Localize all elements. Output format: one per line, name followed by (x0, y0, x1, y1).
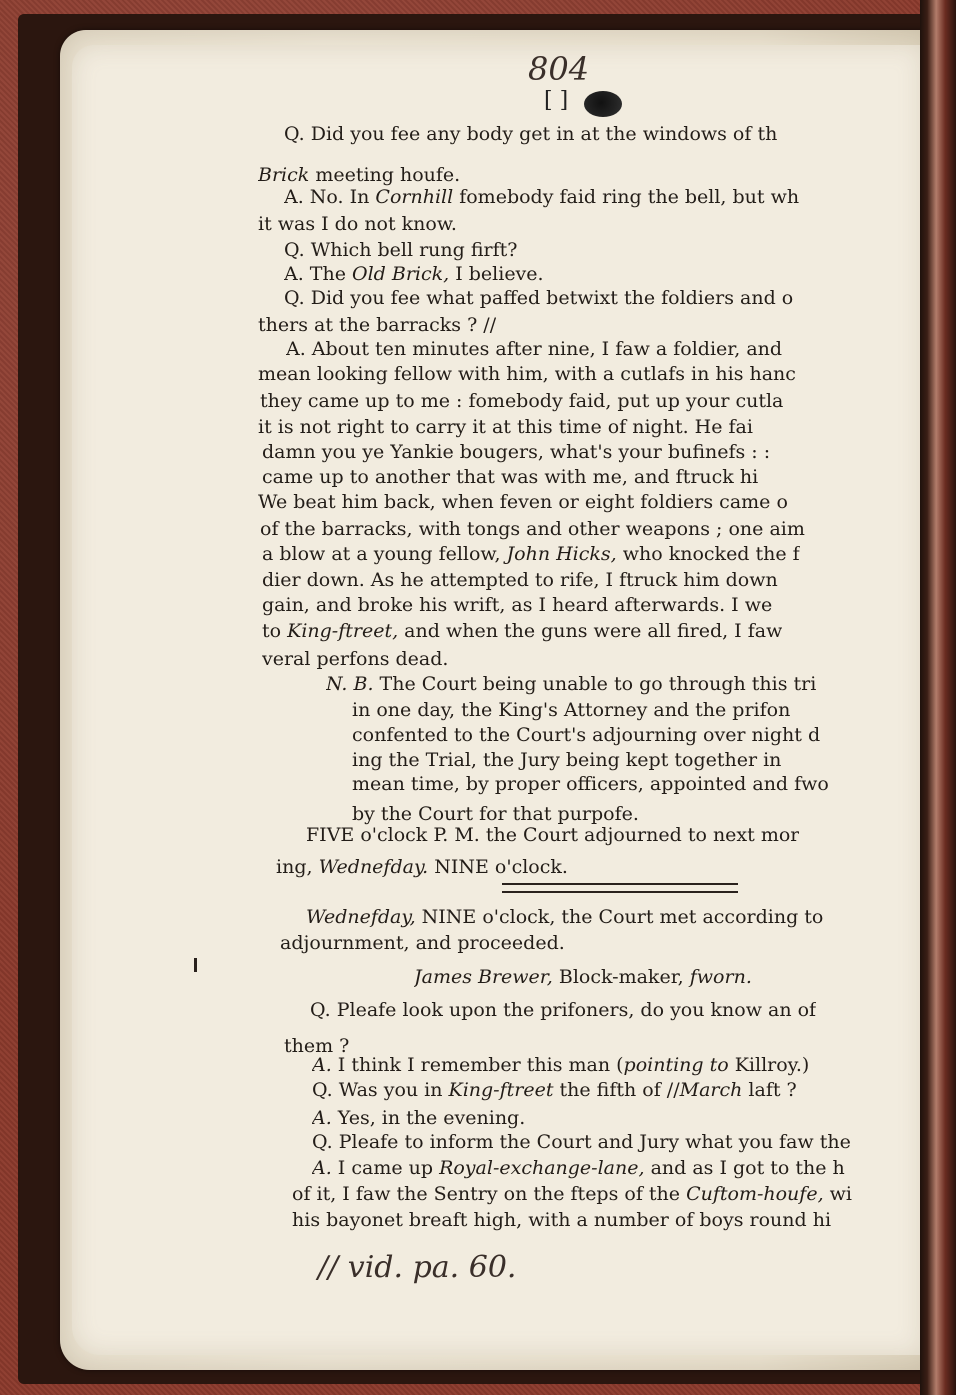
italic-text: King-ftreet, (287, 620, 399, 642)
roman-text: them ? (284, 1035, 350, 1057)
text-line (312, 1156, 845, 1181)
roman-text: by the Court for that purpofe. (352, 803, 639, 825)
italic-text: King-ftreet (448, 1079, 554, 1101)
text-line (292, 1182, 852, 1207)
roman-text: NINE o'clock. (428, 856, 568, 878)
roman-text: a blow at a young fellow, (262, 543, 507, 565)
roman-text: confented to the Court's adjourning over night d (352, 724, 821, 746)
text-line (312, 1078, 797, 1103)
roman-text: they came up to me : fomebody faid, put up your cutla (260, 390, 784, 412)
roman-text: FIVE o'clock P. M. the Court adjourned to next mor (306, 824, 800, 846)
text-line (262, 568, 778, 593)
roman-text: of it, I faw the Sentry on the fteps of the (292, 1183, 687, 1205)
roman-text: gain, and broke his wrift, as I heard afterwards. I we (262, 594, 773, 616)
text-line (414, 965, 752, 990)
handwritten-annotation: // vid. pa. 60. (318, 1250, 517, 1285)
text-line (284, 185, 799, 210)
italic-text: N. B. (326, 673, 374, 695)
text-line (310, 998, 816, 1023)
roman-text: Q. Did you fee any body get in at the windows of th (284, 123, 778, 145)
roman-text: I came up (331, 1157, 440, 1179)
roman-text: dier down. As he attempted to rife, I ftruck him down (262, 569, 778, 591)
roman-text: ing the Trial, the Jury being kept together in (352, 749, 782, 771)
roman-text: who knocked the f (616, 543, 800, 565)
italic-text: Old Brick, (352, 263, 450, 285)
roman-text: adjournment, and proceeded. (280, 932, 565, 954)
italic-text: Wednefday. (318, 856, 429, 878)
roman-text: wi (823, 1183, 852, 1205)
text-line (260, 389, 783, 414)
roman-text: NINE o'clock, the Court met according to (415, 906, 824, 928)
roman-text: Q. Pleafe to inform the Court and Jury what you faw the (312, 1131, 851, 1153)
roman-text: mean time, by proper officers, appointed and fwo (352, 773, 829, 795)
italic-text: Cornhill (375, 186, 454, 208)
text-line (312, 1106, 525, 1131)
roman-text: it was I do not know. (258, 213, 457, 235)
roman-text: damn you ye Yankie bougers, what's your bufinefs : : (262, 441, 771, 463)
text-line (352, 723, 820, 748)
italic-text: Brick (258, 164, 310, 186)
text-line (262, 542, 800, 567)
roman-text: Killroy.) (728, 1054, 810, 1076)
roman-text: Yes, in the evening. (331, 1107, 526, 1129)
text-line (292, 1208, 831, 1233)
roman-text: mean looking fellow with him, with a cutlafs in his hanc (258, 363, 796, 385)
roman-text: it is not right to carry it at this time of night. He fai (258, 416, 753, 438)
roman-text: We beat him back, when feven or eight foldiers came o (258, 491, 788, 513)
roman-text: came up to another that was with me, and ftruck hi (262, 466, 759, 488)
page-number-brackets: [ ] (544, 88, 569, 113)
italic-text: pointing to (623, 1054, 729, 1076)
roman-text: his bayonet breaft high, with a number of boys round hi (292, 1209, 832, 1231)
text-line (284, 286, 793, 311)
text-line (284, 122, 777, 147)
roman-text: I think I remember this man ( (331, 1054, 624, 1076)
roman-text: fomebody faid ring the bell, but wh (453, 186, 800, 208)
text-line (262, 619, 782, 644)
folio-number: 804 (528, 50, 590, 88)
text-line (258, 490, 788, 515)
ink-blot (584, 91, 622, 117)
margin-mark (194, 958, 197, 972)
roman-text: A. The (284, 263, 352, 285)
roman-text: A. About ten minutes after nine, I faw a foldier, and (286, 338, 783, 360)
roman-text: Q. Did you fee what paffed betwixt the foldiers and o (284, 287, 794, 309)
text-line (258, 313, 496, 338)
roman-text: laft ? (742, 1079, 797, 1101)
roman-text: the fifth of // (553, 1079, 680, 1101)
text-line (286, 337, 782, 362)
text-line (276, 855, 568, 880)
roman-text: thers at the barracks ? // (258, 314, 497, 336)
italic-text: A. (312, 1107, 332, 1129)
text-line (260, 517, 805, 542)
italic-text: fworn. (689, 966, 752, 988)
roman-text: ing, (276, 856, 319, 878)
roman-text: Block-maker, (552, 966, 690, 988)
roman-text: veral perfons dead. (262, 648, 449, 670)
italic-text: Royal-exchange-lane, (439, 1157, 645, 1179)
text-line (262, 465, 758, 490)
text-line (280, 931, 565, 956)
italic-text: John Hicks, (506, 543, 617, 565)
text-line (306, 823, 799, 848)
italic-text: A. (312, 1157, 332, 1179)
text-line (306, 905, 823, 930)
text-line (284, 262, 544, 287)
text-line (284, 238, 517, 263)
roman-text: to (262, 620, 288, 642)
text-line (262, 593, 772, 618)
section-divider-rule (502, 883, 738, 893)
text-line (352, 748, 781, 773)
book-gutter (920, 0, 956, 1395)
text-line (262, 647, 448, 672)
text-line (312, 1130, 851, 1155)
roman-text: Q. Pleafe look upon the prifoners, do you know an of (310, 999, 817, 1021)
roman-text: Q. Was you in (312, 1079, 449, 1101)
text-line (258, 212, 457, 237)
text-line (262, 440, 770, 465)
text-line (312, 1053, 809, 1078)
italic-text: Wednefday, (306, 906, 416, 928)
italic-text: Cuftom-houfe, (686, 1183, 824, 1205)
roman-text: The Court being unable to go through this tri (373, 673, 817, 695)
italic-text: James Brewer, (414, 966, 553, 988)
roman-text: Q. Which bell rung firft? (284, 239, 518, 261)
italic-text: March (679, 1079, 743, 1101)
roman-text: meeting houfe. (309, 164, 461, 186)
italic-text: A. (312, 1054, 332, 1076)
text-line (326, 672, 816, 697)
roman-text: and as I got to the h (644, 1157, 845, 1179)
roman-text: in one day, the King's Attorney and the prifon (352, 699, 791, 721)
text-line (352, 772, 829, 797)
text-line (258, 415, 753, 440)
roman-text: A. No. In (284, 186, 376, 208)
roman-text: of the barracks, with tongs and other weapons ; one aim (260, 518, 805, 540)
roman-text: and when the guns were all fired, I faw (398, 620, 783, 642)
text-line (258, 362, 796, 387)
roman-text: I believe. (449, 263, 544, 285)
text-line (352, 698, 790, 723)
